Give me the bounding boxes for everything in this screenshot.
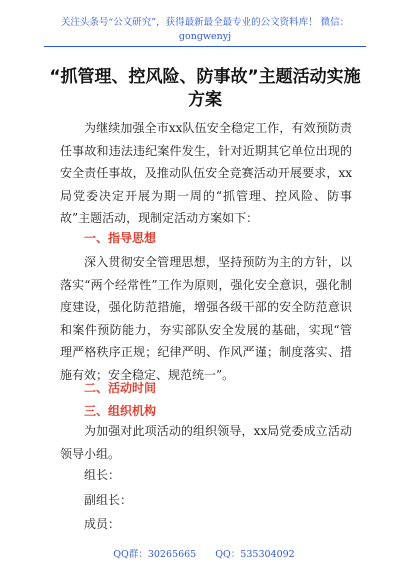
guiding-thought-paragraph: 深入贯彻安全管理思想，坚持预防为主的方针，以落实“两个经常性”工作为原则，强化安全意识，强化制度建设，强化防范措施，增强各级干部的安全防范意识和案件预防能力，夯实部队安全发展的基础，实现“管理严格秩序正规；纪律严明、作风严谨；制度落实、措施有效；安全稳定、规范统一”。 xyxy=(60,255,352,382)
qq-group-text: QQ群：30265665 xyxy=(113,549,197,560)
section-heading-guiding-thought: 一、指导思想 xyxy=(84,231,157,245)
document-title xyxy=(40,66,370,112)
organization-paragraph: 为加强对此项活动的组织领导，xx局党委成立活动领导小组。 xyxy=(60,424,352,461)
title-line-2: 方案 xyxy=(188,90,222,110)
intro-paragraph: 为继续加强全市xx队伍安全稳定工作，有效预防责任事故和违法违纪案件发生，针对近期其它单位出现的安全责任事故，及推动队伍安全竞赛活动开展要求，xx局党委决定开展为期一周的“抓管理、控风险、防事故”主题活动，现制定活动方案如下： xyxy=(60,121,352,225)
leader-label: 组长： xyxy=(84,468,121,482)
qq-text: QQ：535304092 xyxy=(215,549,295,560)
section-heading-organization: 三、组织机构 xyxy=(84,404,157,418)
top-notice-banner: 关注头条号“公文研究”，获得最新最全最专业的公文资料库！ 微信：gongwenyj xyxy=(44,16,366,47)
deputy-leader-label: 副组长： xyxy=(84,493,133,507)
footer-contact xyxy=(0,548,408,562)
section-heading-activity-time: 二、活动时间 xyxy=(84,381,157,395)
title-line-1: “抓管理、控风险、防事故”主题活动实施 xyxy=(49,67,361,87)
member-label: 成员： xyxy=(84,517,121,531)
